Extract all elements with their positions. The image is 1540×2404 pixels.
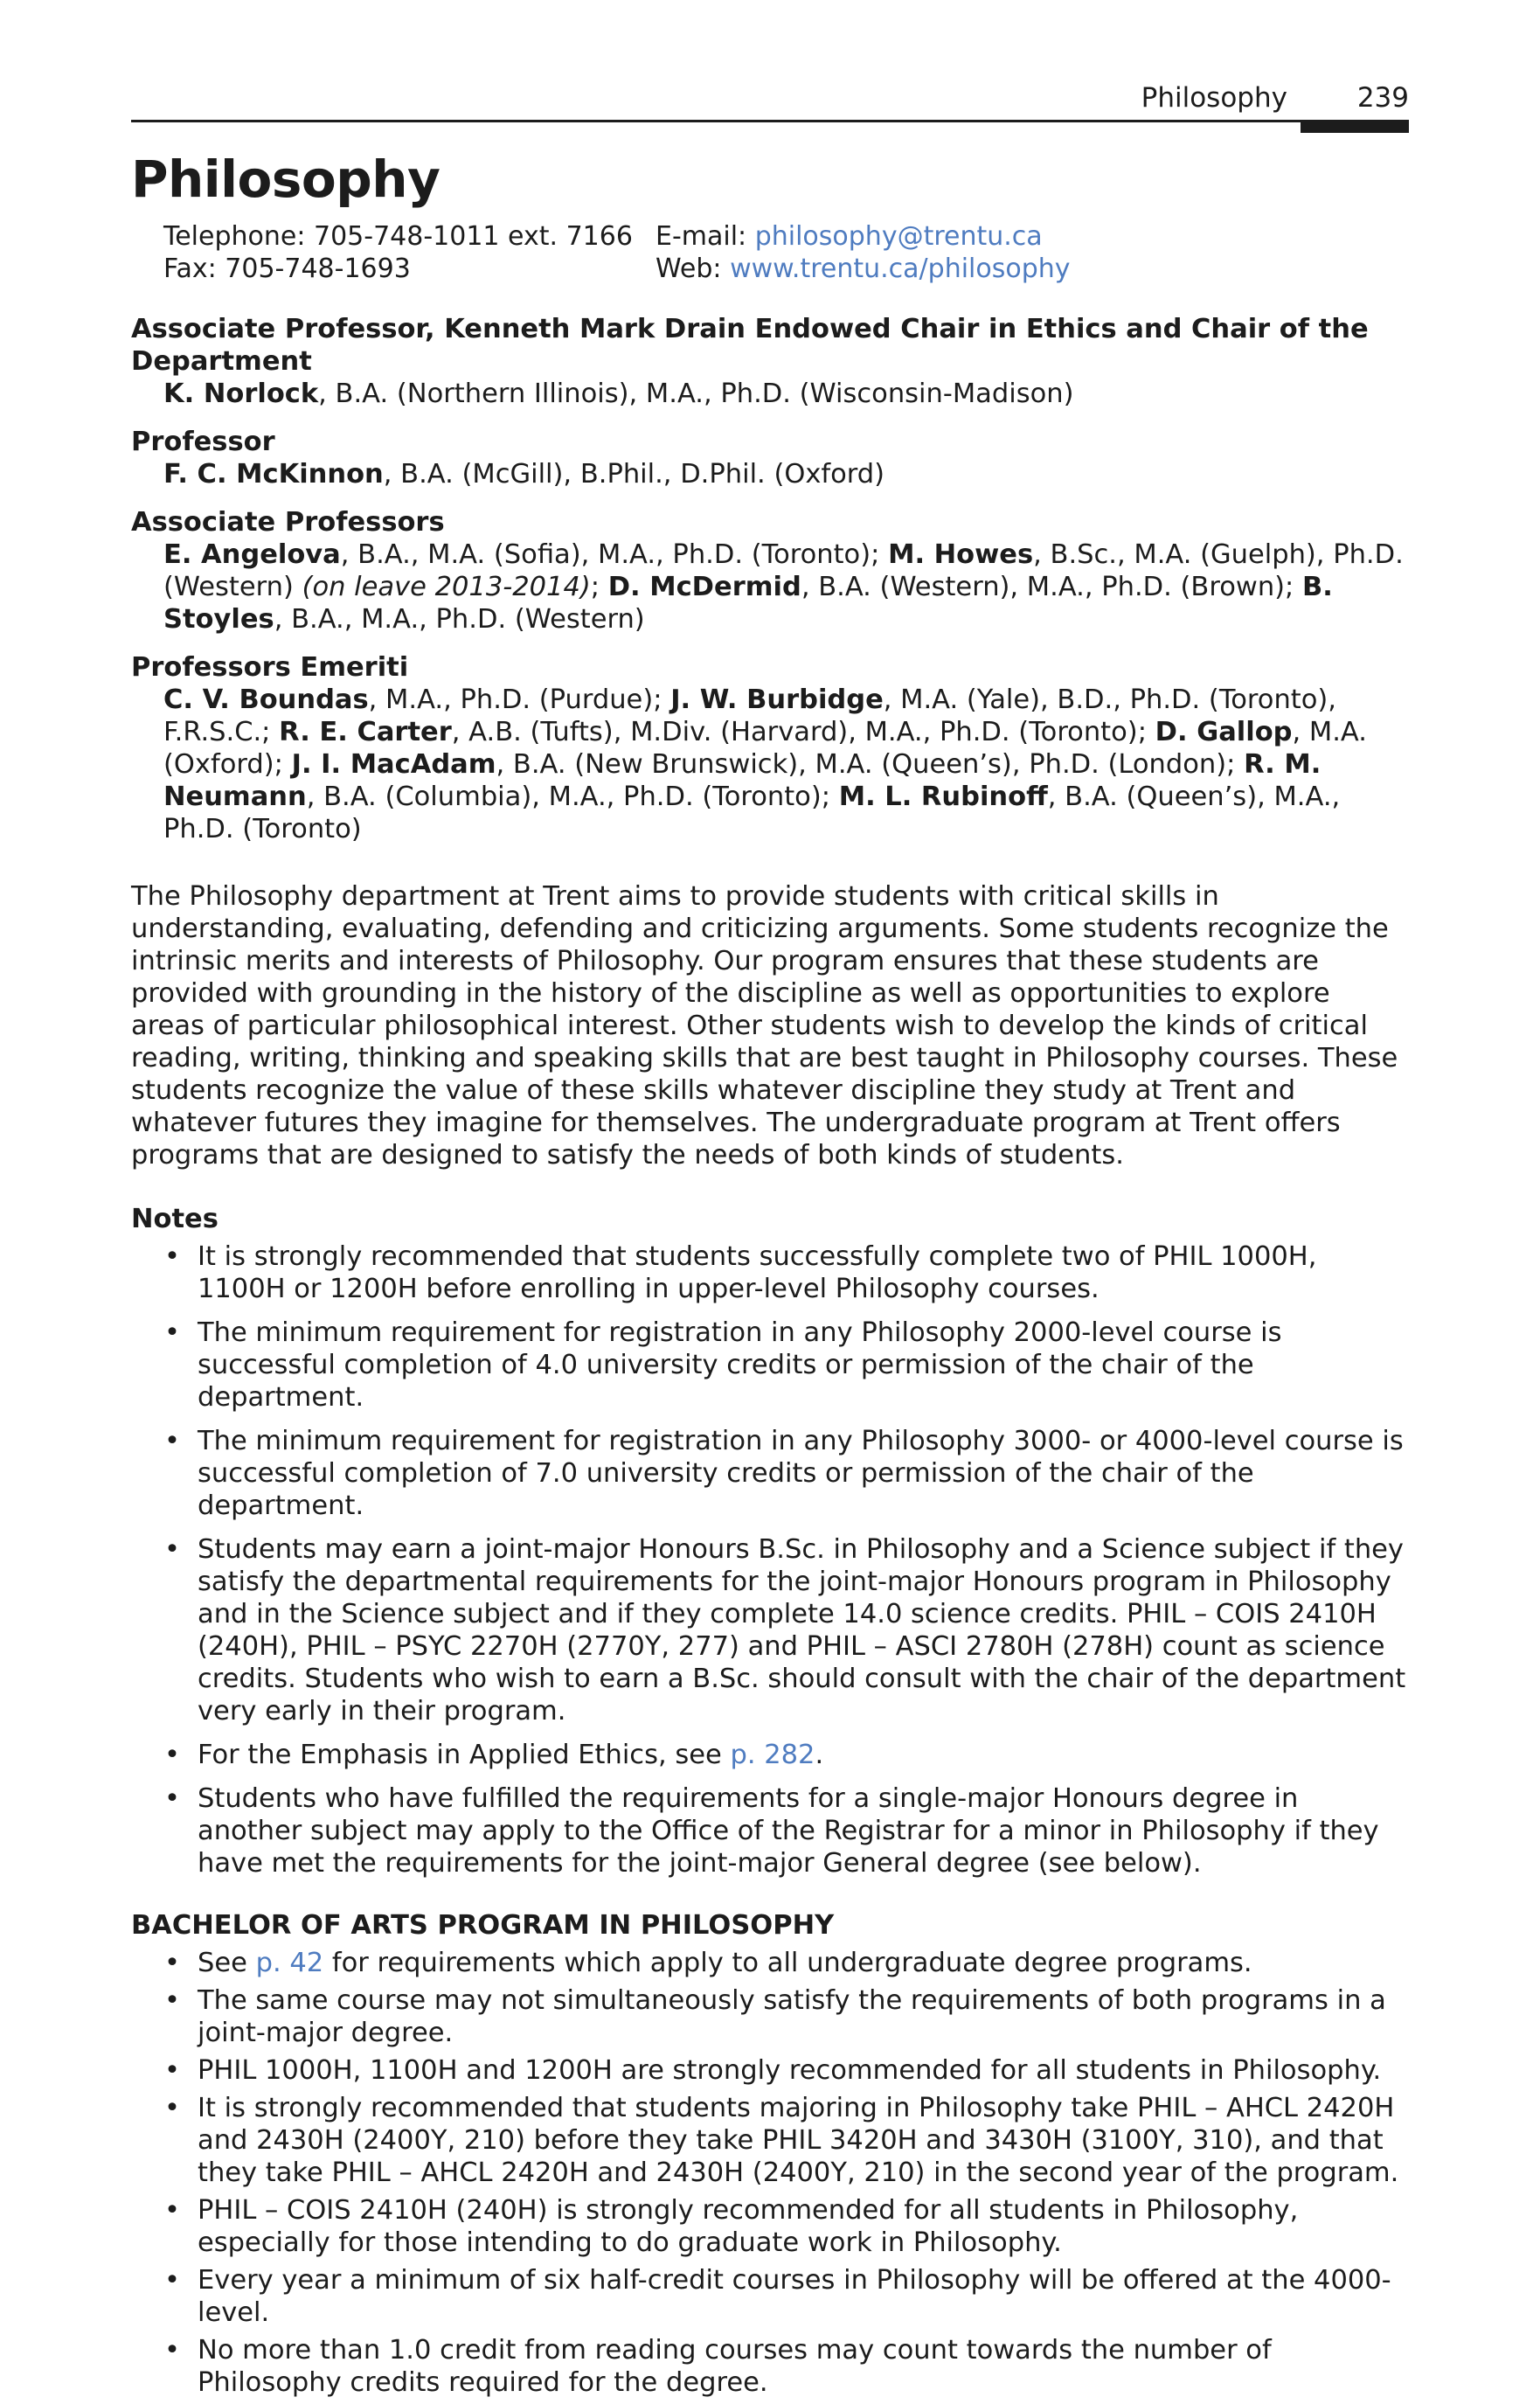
faculty-credentials: , B.Sc., M.A. (Guelph), Ph.D. (Western) (163, 539, 1404, 602)
list-item: • It is strongly recommended that students successfully complete two of PHIL 1000H, 1100H or 1200H before enrolling in upper-level Philosophy courses. (131, 1240, 1409, 1305)
faculty-credentials: , M.A. (Yale), B.D., Ph.D. (Toronto), F.R.S.C.; (163, 684, 1336, 747)
ba-program-heading: BACHELOR OF ARTS PROGRAM IN PHILOSOPHY (131, 1910, 835, 1941)
faculty-name: B. Stoyles (163, 572, 1333, 635)
professor-name: F. C. McKinnon (163, 459, 384, 490)
associates-heading: Associate Professors (131, 507, 445, 538)
faculty-credentials: , B.A., M.A., Ph.D. (Western) (274, 604, 645, 635)
faculty-credentials: , M.A. (Oxford); (163, 717, 1367, 780)
item-text: See (198, 1948, 256, 1978)
professor-heading: Professor (131, 427, 275, 457)
list-item (131, 1947, 1409, 1979)
chair-name: K. Norlock (163, 379, 319, 409)
faculty-name: C. V. Boundas (163, 684, 369, 715)
emeriti-heading: Professors Emeriti (131, 652, 409, 683)
header-tab-marker (1301, 122, 1409, 133)
list-item: • Students may earn a joint-major Honours B.Sc. in Philosophy and a Science subject if they satisfy the departmental requirements for the joint-major Honours program in Philosophy and in the Science subject and if they complete 14.0 science credits. PHIL – COIS 2410H (240H), PHIL – PSYC 2270H (2770Y, 277) and PHIL – ASCI 2780H (278H) count as science credits. Students who wish to earn a B.Sc. should consult with the chair of the department very early in their program. (131, 1533, 1409, 1727)
list-item: • No more than 1.0 credit from reading courses may count towards the number of Philosophy credits required for the degree. (131, 2334, 1409, 2399)
emeriti-list (131, 684, 1409, 845)
notes-list (131, 1240, 1409, 1879)
list-item: • PHIL 1000H, 1100H and 1200H are strongly recommended for all students in Philosophy. (131, 2054, 1409, 2087)
leave-note: (on leave 2013-2014) (302, 572, 591, 602)
associates-list (131, 538, 1409, 636)
faculty-name: M. L. Rubinoff (838, 782, 1048, 812)
faculty-credentials: , M.A., Ph.D. (Purdue); (368, 684, 671, 715)
faculty-name: D. Gallop (1155, 717, 1293, 747)
notes-heading: Notes (131, 1204, 219, 1234)
faculty-name: R. E. Carter (279, 717, 452, 747)
item-text: For the Emphasis in Applied Ethics, see (198, 1740, 731, 1770)
professor-credentials: , B.A. (McGill), B.Phil., D.Phil. (Oxford) (383, 459, 885, 490)
list-item: • Every year a minimum of six half-credit courses in Philosophy will be offered at the 4000-level. (131, 2264, 1409, 2329)
telephone: Telephone: 705-748-1011 ext. 7166 (163, 221, 633, 252)
web-label: Web: (656, 254, 731, 284)
contact-block (163, 220, 1071, 285)
associate-professors-section (131, 506, 1409, 636)
email-link[interactable]: philosophy@trentu.ca (754, 221, 1043, 252)
list-item: • The same course may not simultaneously satisfy the requirements of both programs in a joint-major degree. (131, 1984, 1409, 2049)
faculty-credentials: , B.A. (Queen’s), M.A., Ph.D. (Toronto) (163, 782, 1341, 844)
faculty-credentials: , B.A. (New Brunswick), M.A. (Queen’s), Ph.D. (London); (496, 749, 1245, 780)
faculty-credentials: , B.A., M.A. (Sofia), M.A., Ph.D. (Toronto); (340, 539, 889, 570)
email-label: E-mail: (656, 221, 755, 252)
list-item (131, 1739, 1409, 1771)
faculty-name: M. Howes (888, 539, 1034, 570)
faculty-name: J. W. Burbidge (670, 684, 884, 715)
intro-paragraph: The Philosophy department at Trent aims to provide students with critical skills in understanding, evaluating, defending and criticizing arguments. Some students recognize the intrinsic merits and interests of Philosophy. Our program ensures that these students are provided with grounding in the history of the discipline as well as opportunities to explore areas of particular philosophical interest. Other students wish to develop the kinds of critical reading, writing, thinking and speaking skills that are best taught in Philosophy courses. These students recognize the value of these skills whatever discipline they study at Trent and whatever futures they imagine for themselves. The undergraduate program at Trent offers programs that are designed to satisfy the needs of both kinds of students. (131, 881, 1398, 1171)
professor-section (131, 426, 1409, 490)
page-number: 239 (1356, 82, 1409, 114)
item-text: . (815, 1740, 824, 1770)
faculty-name: J. I. MacAdam (291, 749, 496, 780)
running-header (1141, 80, 1409, 115)
chair-heading: Associate Professor, Kenneth Mark Drain Endowed Chair in Ethics and Chair of the Department (131, 314, 1369, 377)
list-item: • Students who have fulfilled the requirements for a single-major Honours degree in another subject may apply to the Office of the Registrar for a minor in Philosophy if they have met the requirements for the joint-major General degree (see below). (131, 1782, 1409, 1879)
header-rule (131, 120, 1409, 122)
list-item: • PHIL – COIS 2410H (240H) is strongly recommended for all students in Philosophy, especially for those intending to do graduate work in Philosophy. (131, 2194, 1409, 2259)
item-text: for requirements which apply to all undergraduate degree programs. (323, 1948, 1252, 1978)
page-link-42[interactable]: p. 42 (255, 1948, 324, 1978)
chair-section (131, 313, 1409, 410)
list-item: • The minimum requirement for registration in any Philosophy 3000- or 4000-level course is successful completion of 7.0 university credits or permission of the chair of the department. (131, 1425, 1409, 1522)
separator: ; (590, 572, 608, 602)
faculty-name: E. Angelova (163, 539, 341, 570)
emeriti-section (131, 651, 1409, 845)
faculty-credentials: , A.B. (Tufts), M.Div. (Harvard), M.A., Ph.D. (Toronto); (451, 717, 1155, 747)
chair-credentials: , B.A. (Northern Illinois), M.A., Ph.D. (Wisconsin-Madison) (318, 379, 1074, 409)
faculty-credentials: , B.A. (Columbia), M.A., Ph.D. (Toronto); (306, 782, 839, 812)
running-header-section: Philosophy (1141, 82, 1287, 114)
list-item: • It is strongly recommended that students majoring in Philosophy take PHIL – AHCL 2420H and 2430H (2400Y, 210) before they take PHIL 3420H and 3430H (3100Y, 310), and that they take PHIL – AHCL 2420H and 2430H (2400Y, 210) in the second year of the program. (131, 2092, 1409, 2189)
faculty-name: D. McDermid (607, 572, 801, 602)
page-title: Philosophy (131, 149, 440, 209)
fax: Fax: 705-748-1693 (163, 254, 411, 284)
list-item: • The minimum requirement for registration in any Philosophy 2000-level course is successful completion of 4.0 university credits or permission of the chair of the department. (131, 1317, 1409, 1414)
ba-program-list (131, 1947, 1409, 2399)
page-link-282[interactable]: p. 282 (730, 1740, 815, 1770)
web-link[interactable]: www.trentu.ca/philosophy (730, 254, 1071, 284)
faculty-name: R. M. Neumann (163, 749, 1321, 812)
faculty-credentials: , B.A. (Western), M.A., Ph.D. (Brown); (801, 572, 1303, 602)
main-content (131, 313, 1409, 2404)
